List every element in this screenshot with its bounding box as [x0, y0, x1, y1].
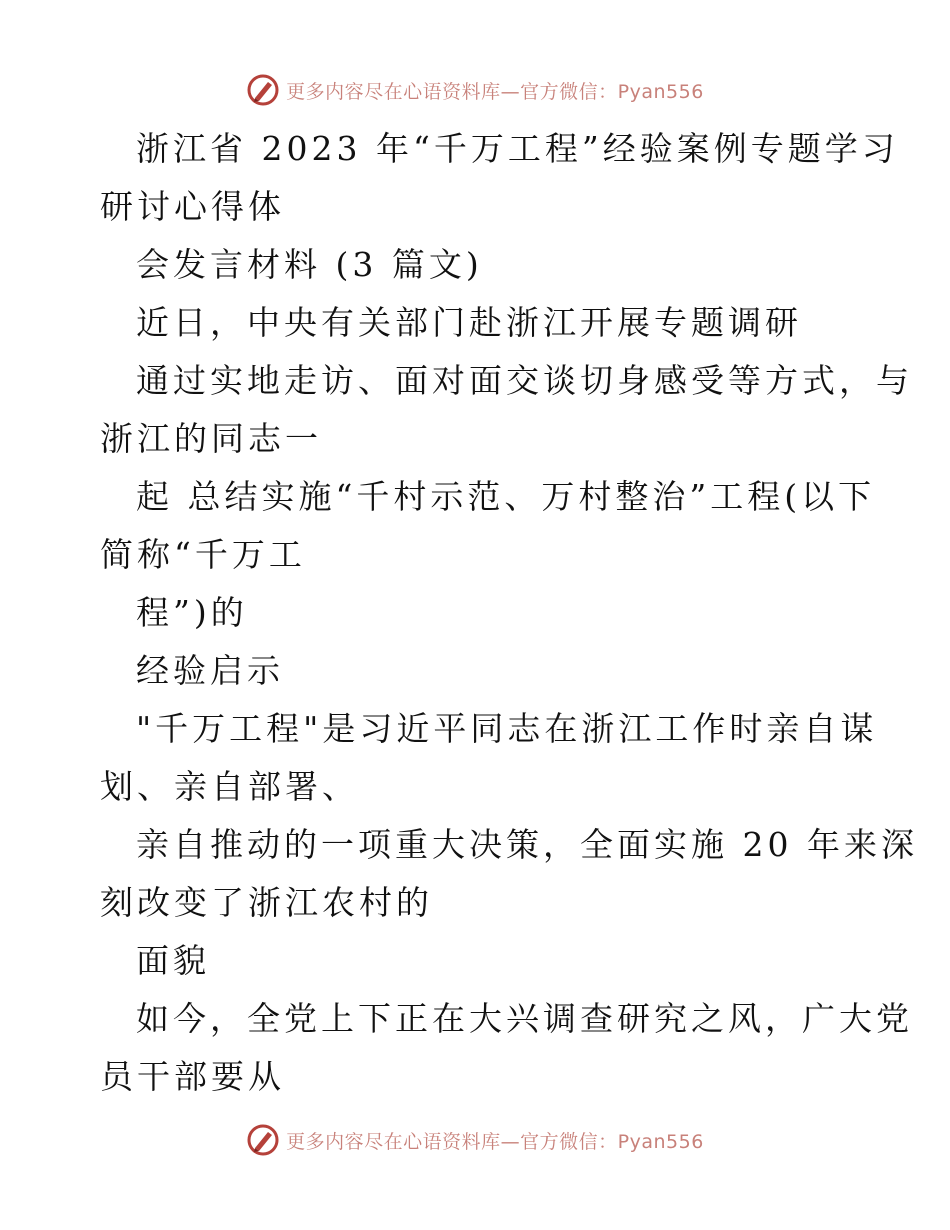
- text-line-8: 简称“千万工: [100, 535, 306, 574]
- text-line-14: 刻改变了浙江农村的: [100, 883, 433, 922]
- footer-banner: [0, 1120, 950, 1160]
- header-banner: [0, 70, 950, 110]
- red-pen-circle-logo-icon: [246, 1123, 280, 1157]
- text-line-5: 通过实地走访、面对面交谈切身感受等方式，与: [136, 361, 913, 400]
- document-body: [100, 120, 918, 1106]
- text-line-7: 起 总结实施“千村示范、万村整治”工程(以下: [136, 477, 876, 516]
- footer-banner-inner: [246, 1123, 704, 1157]
- text-line-16: 如今，全党上下正在大兴调查研究之风，广大党: [136, 999, 913, 1038]
- text-line-1: 浙江省 2023 年“千万工程”经验案例专题学习: [136, 129, 899, 168]
- text-line-12: 划、亲自部署、: [100, 767, 359, 806]
- text-line-17: 员干部要从: [100, 1057, 285, 1096]
- text-line-6: 浙江的同志一: [100, 419, 322, 458]
- red-pen-circle-logo-icon: [246, 73, 280, 107]
- header-banner-text: 更多内容尽在心语资料库—官方微信：Pyan556: [286, 80, 704, 103]
- footer-banner-text: 更多内容尽在心语资料库—官方微信：Pyan556: [286, 1130, 704, 1153]
- text-line-9: 程”)的: [136, 593, 248, 632]
- text-line-3: 会发言材料 (3 篇文): [136, 245, 483, 284]
- text-line-11: "千万工程"是习近平同志在浙江工作时亲自谋: [136, 709, 878, 748]
- text-line-4: 近日，中央有关部门赴浙江开展专题调研: [136, 303, 802, 342]
- text-line-15: 面貌: [136, 941, 210, 980]
- text-line-10: 经验启示: [136, 651, 284, 690]
- text-line-2: 研讨心得体: [100, 187, 285, 226]
- text-line-13: 亲自推动的一项重大决策，全面实施 20 年来深: [136, 825, 918, 864]
- header-banner-inner: [246, 73, 704, 107]
